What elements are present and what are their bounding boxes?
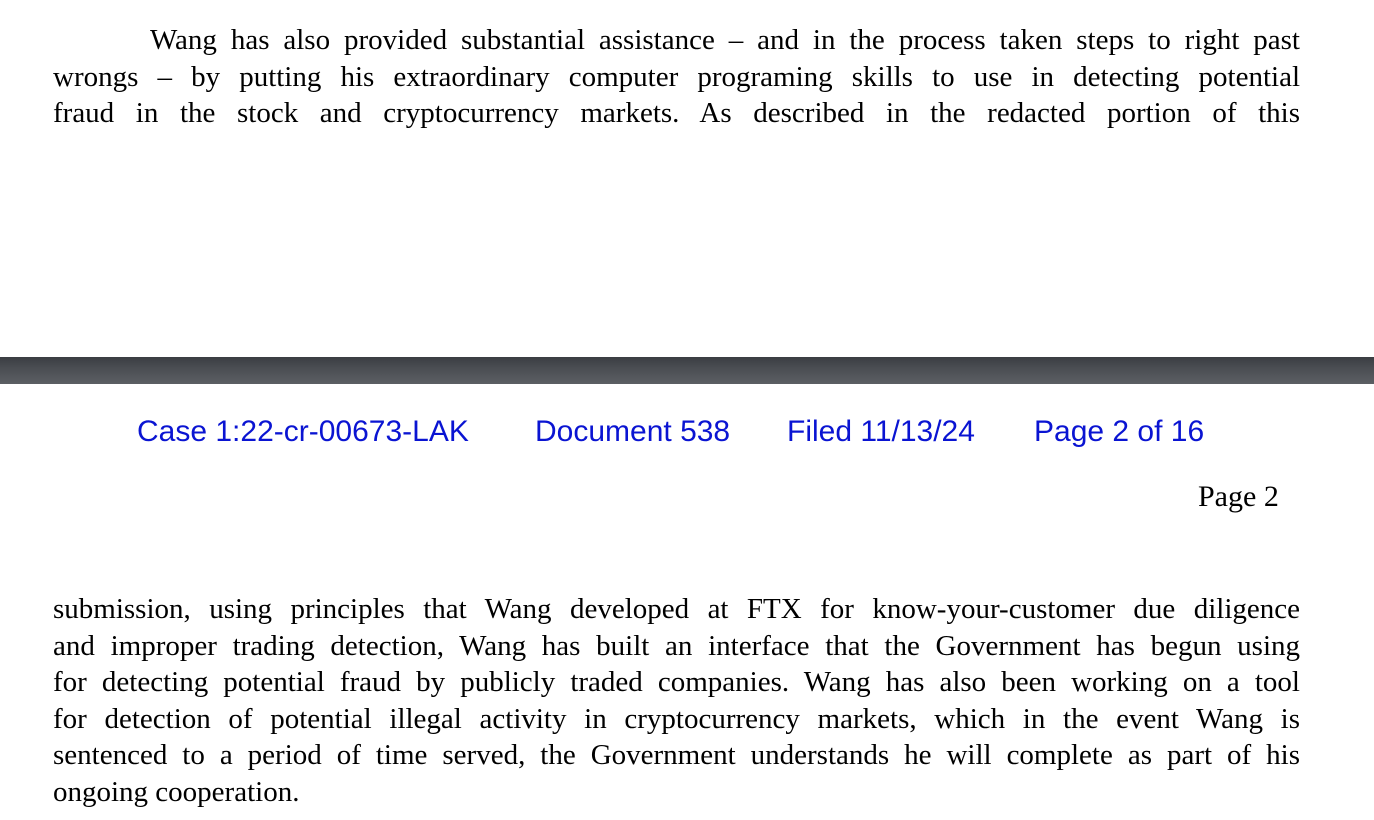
paragraph-line: Wang has also provided substantial assistance – and in the process taken steps to right past [150, 24, 1300, 56]
paragraph-line: for detection of potential illegal activity in cryptocurrency markets, which in the event Wang is [53, 702, 1300, 735]
paragraph-line: fraud in the stock and cryptocurrency markets. As described in the redacted portion of this [53, 97, 1300, 130]
document-number: Document 538 [535, 415, 731, 448]
paragraph-line: for detecting potential fraud by publicly traded companies. Wang has also been working on a tool [53, 666, 1300, 699]
document-page-bottom [0, 384, 1374, 820]
document-page-top [0, 0, 1374, 357]
paragraph-line: submission, using principles that Wang developed at FTX for know-your-customer due diligence [53, 593, 1300, 625]
page-divider [0, 357, 1374, 384]
paragraph-line: sentenced to a period of time served, the Government understands he will complete as part of his [53, 739, 1300, 772]
page-count: Page 2 of 16 [1034, 415, 1205, 448]
case-number: Case 1:22-cr-00673-LAK [137, 415, 469, 448]
paragraph-line: and improper trading detection, Wang has built an interface that the Government has begun using [53, 629, 1300, 662]
paragraph-line: ongoing cooperation. [53, 775, 300, 808]
page-number: Page 2 [1198, 480, 1279, 513]
body-paragraph-bottom [53, 591, 1300, 811]
filed-date: Filed 11/13/24 [787, 415, 975, 448]
body-paragraph-top [53, 22, 1300, 132]
paragraph-line: wrongs – by putting his extraordinary computer programing skills to use in detecting potential [53, 60, 1300, 93]
